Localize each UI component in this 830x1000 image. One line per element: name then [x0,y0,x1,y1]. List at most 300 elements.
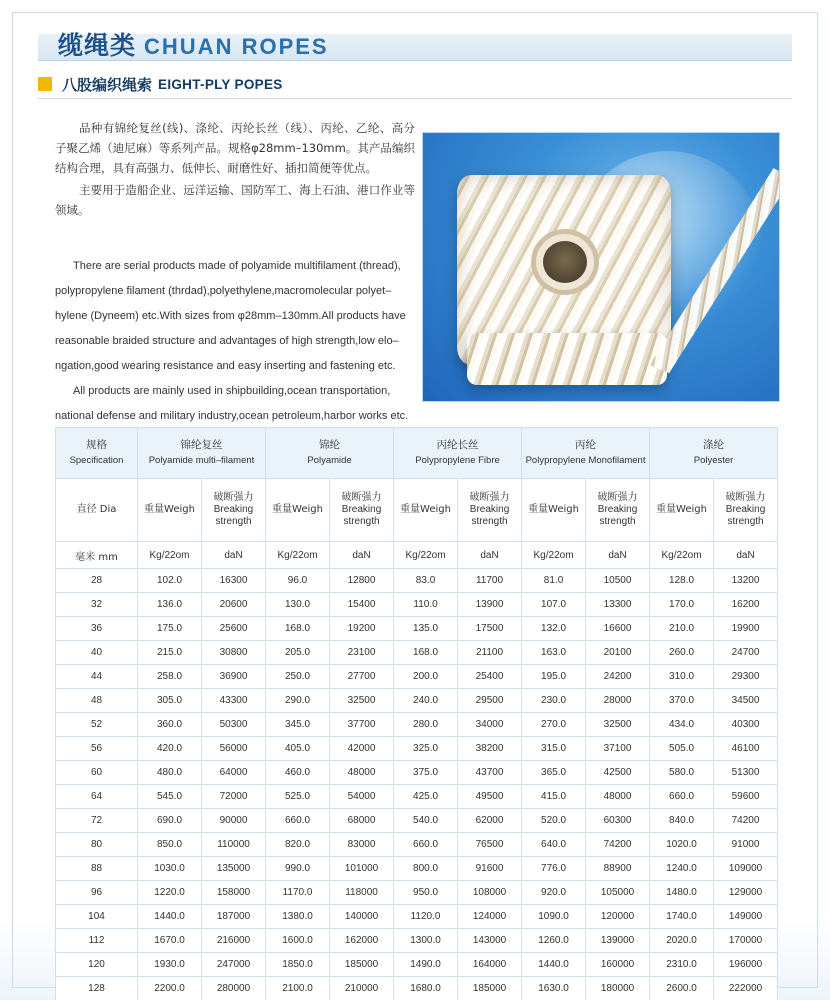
table-cell: 200.0 [394,665,458,689]
table-cell: 72000 [202,785,266,809]
table-cell: 32 [56,593,138,617]
table-cell: 21100 [458,641,522,665]
table-cell: 240.0 [394,689,458,713]
table-cell: 143000 [458,929,522,953]
table-cell: 48000 [586,785,650,809]
description-cn-paragraph: 品种有锦纶复丝(线)、涤纶、丙纶长丝（线）、丙纶、乙纶、高分子聚乙烯（迪尼麻）等系列产品。规格φ28mm–130mm。其产品编织结构合理，具有高强力、低伸长、耐磨性好、插扣简便等优点。 [55,121,415,175]
specification-table [55,427,778,1000]
table-cell: 215.0 [138,641,202,665]
table-cell: 1850.0 [266,953,330,977]
description-en-line: national defense and military industry,ocean petroleum,harbor works etc. [55,410,409,422]
table-cell: 36900 [202,665,266,689]
table-label-line: Breaking [725,504,766,515]
table-cell: 38200 [458,737,522,761]
table-cell: 216000 [202,929,266,953]
table-cell: 120000 [586,905,650,929]
table-row [56,929,778,953]
table-label-line: Breaking [597,504,638,515]
table-unit-cell: Kg/22om [650,542,714,569]
group-header-en: Polyester [693,455,734,466]
table-cell: 185000 [330,953,394,977]
table-unit-row [56,542,778,569]
table-label-line: 直径 Dia [76,504,117,515]
table-cell: 27700 [330,665,394,689]
table-label-line: 重量Weigh [272,504,323,515]
table-cell: 124000 [458,905,522,929]
table-cell: 74200 [714,809,778,833]
table-label-cell [138,479,202,542]
table-cell: 11700 [458,569,522,593]
group-header-en: Specification [69,455,124,466]
table-cell: 168.0 [266,617,330,641]
table-cell: 59600 [714,785,778,809]
description-cn-paragraph: 主要用于造船企业、远洋运输、国防军工、海上石油、港口作业等领域。 [55,183,415,217]
table-label-line: 破断强力 [597,492,638,503]
table-cell: 25400 [458,665,522,689]
page-header [38,26,792,66]
table-cell: 415.0 [522,785,586,809]
table-label-cell [650,479,714,542]
table-cell: 370.0 [650,689,714,713]
table-cell: 64000 [202,761,266,785]
table-label-line: 重量Weigh [528,504,579,515]
coil-center-hole [543,241,587,283]
table-cell: 920.0 [522,881,586,905]
table-cell: 2310.0 [650,953,714,977]
table-cell: 375.0 [394,761,458,785]
group-header-cell [522,428,650,479]
table-cell: 365.0 [522,761,586,785]
table-cell: 1630.0 [522,977,586,1000]
table-label-line: strength [599,516,636,527]
table-label-line: strength [727,516,764,527]
table-row [56,665,778,689]
table-label-line: 重量Weigh [400,504,451,515]
table-cell: 37100 [586,737,650,761]
table-cell: 170000 [714,929,778,953]
table-cell: 1480.0 [650,881,714,905]
table-cell: 135.0 [394,617,458,641]
group-header-cn: 锦纶复丝 [180,439,223,451]
table-cell: 32500 [586,713,650,737]
table-cell: 1030.0 [138,857,202,881]
table-cell: 270.0 [522,713,586,737]
table-cell: 17500 [458,617,522,641]
table-cell: 72 [56,809,138,833]
table-cell: 1680.0 [394,977,458,1000]
table-cell: 105000 [586,881,650,905]
group-header-en: Polyamide multi–filament [148,455,255,466]
table-cell: 52 [56,713,138,737]
table-cell: 325.0 [394,737,458,761]
table-cell: 40300 [714,713,778,737]
table-cell: 360.0 [138,713,202,737]
table-cell: 46100 [714,737,778,761]
group-header-cell [266,428,394,479]
table-label-line: 破断强力 [213,492,254,503]
table-cell: 64 [56,785,138,809]
table-cell: 280.0 [394,713,458,737]
table-cell: 20600 [202,593,266,617]
table-row [56,737,778,761]
table-cell: 1600.0 [266,929,330,953]
table-row [56,977,778,1000]
table-cell: 36 [56,617,138,641]
table-cell: 12800 [330,569,394,593]
table-cell: 1220.0 [138,881,202,905]
group-header-cell [650,428,778,479]
table-cell: 1090.0 [522,905,586,929]
table-cell: 120 [56,953,138,977]
table-cell: 128.0 [650,569,714,593]
table-row [56,953,778,977]
table-cell: 62000 [458,809,522,833]
table-cell: 1300.0 [394,929,458,953]
table-label-cell [458,479,522,542]
table-label-line: strength [343,516,380,527]
table-cell: 175.0 [138,617,202,641]
table-cell: 16300 [202,569,266,593]
table-cell: 50300 [202,713,266,737]
table-row [56,809,778,833]
table-cell: 16600 [586,617,650,641]
table-cell: 24700 [714,641,778,665]
group-header-cn: 规格 [86,439,107,451]
table-cell: 164000 [458,953,522,977]
table-cell: 16200 [714,593,778,617]
table-cell: 83.0 [394,569,458,593]
table-row [56,857,778,881]
group-header-cell [138,428,266,479]
table-cell: 250.0 [266,665,330,689]
table-cell: 1490.0 [394,953,458,977]
table-cell: 54000 [330,785,394,809]
table-row [56,689,778,713]
table-cell: 101000 [330,857,394,881]
table-cell: 345.0 [266,713,330,737]
table-label-line: Breaking [213,504,254,515]
table-cell: 505.0 [650,737,714,761]
table-cell: 158000 [202,881,266,905]
table-cell: 51300 [714,761,778,785]
table-cell: 110.0 [394,593,458,617]
table-unit-cell: daN [458,542,522,569]
table-cell: 23100 [330,641,394,665]
table-cell: 140000 [330,905,394,929]
table-cell: 29500 [458,689,522,713]
table-cell: 112 [56,929,138,953]
header-title-en: CHUAN ROPES [144,34,329,59]
table-row [56,641,778,665]
table-cell: 800.0 [394,857,458,881]
table-cell: 96.0 [266,569,330,593]
group-header-cn: 丙纶 [575,439,597,451]
table-row [56,617,778,641]
table-cell: 180000 [586,977,650,1000]
table-cell: 640.0 [522,833,586,857]
table-cell: 83000 [330,833,394,857]
table-cell: 76500 [458,833,522,857]
table-cell: 690.0 [138,809,202,833]
table-label-cell [202,479,266,542]
table-row [56,593,778,617]
table-cell: 1020.0 [650,833,714,857]
table-cell: 34000 [458,713,522,737]
table-cell: 74200 [586,833,650,857]
table-cell: 170.0 [650,593,714,617]
table-cell: 1120.0 [394,905,458,929]
table-cell: 247000 [202,953,266,977]
table-row [56,761,778,785]
table-cell: 1740.0 [650,905,714,929]
table-cell: 950.0 [394,881,458,905]
table-unit-cell: daN [202,542,266,569]
table-cell: 56 [56,737,138,761]
table-cell: 1240.0 [650,857,714,881]
description-en-line: There are serial products made of polyamide multifilament (thread), [73,260,401,272]
table-cell: 258.0 [138,665,202,689]
group-header-cell [394,428,522,479]
table-cell: 776.0 [522,857,586,881]
table-cell: 280000 [202,977,266,1000]
table-cell: 196000 [714,953,778,977]
table-cell: 88900 [586,857,650,881]
table-cell: 660.0 [394,833,458,857]
table-label-cell [330,479,394,542]
table-cell: 2600.0 [650,977,714,1000]
table-cell: 37700 [330,713,394,737]
description-en-block [55,254,415,429]
table-cell: 139000 [586,929,650,953]
table-cell: 10500 [586,569,650,593]
table-cell: 222000 [714,977,778,1000]
table-cell: 48 [56,689,138,713]
table-cell: 1440.0 [522,953,586,977]
table-cell: 32500 [330,689,394,713]
table-cell: 820.0 [266,833,330,857]
table-cell: 520.0 [522,809,586,833]
table-row [56,881,778,905]
table-row [56,905,778,929]
table-cell: 187000 [202,905,266,929]
table-cell: 29300 [714,665,778,689]
table-cell: 135000 [202,857,266,881]
table-cell: 91600 [458,857,522,881]
description-en-line: hylene (Dyneem) etc.With sizes from φ28mm–130mm.All products have [55,310,406,322]
table-cell: 136.0 [138,593,202,617]
section-subtitle [38,72,792,96]
table-cell: 107.0 [522,593,586,617]
table-cell: 108000 [458,881,522,905]
table-cell: 34500 [714,689,778,713]
description-en-line: All products are mainly used in shipbuilding,ocean transportation, [73,385,391,397]
table-cell: 13900 [458,593,522,617]
table-cell: 130.0 [266,593,330,617]
table-cell: 168.0 [394,641,458,665]
description-block [55,118,415,429]
table-cell: 25600 [202,617,266,641]
table-cell: 81.0 [522,569,586,593]
group-header-en: Polyamide [307,455,352,466]
table-cell: 160000 [586,953,650,977]
table-label-line: 破断强力 [341,492,382,503]
table-cell: 15400 [330,593,394,617]
table-label-line: 破断强力 [469,492,510,503]
table-cell: 660.0 [266,809,330,833]
table-cell: 19200 [330,617,394,641]
table-unit-cell: 毫米 mm [56,542,138,569]
table-cell: 68000 [330,809,394,833]
table-cell: 129000 [714,881,778,905]
description-en-line: reasonable braided structure and advantages of high strength,low elo– [55,335,399,347]
table-cell: 118000 [330,881,394,905]
table-cell: 290.0 [266,689,330,713]
table-label-line: strength [471,516,508,527]
table-cell: 315.0 [522,737,586,761]
table-cell: 13300 [586,593,650,617]
table-cell: 305.0 [138,689,202,713]
table-cell: 540.0 [394,809,458,833]
description-en-line: ngation,good wearing resistance and easy inserting and fastening etc. [55,360,396,372]
table-cell: 1170.0 [266,881,330,905]
header-title [58,26,329,62]
table-cell: 185000 [458,977,522,1000]
table-cell: 102.0 [138,569,202,593]
table-cell: 49500 [458,785,522,809]
table-cell: 104 [56,905,138,929]
table-cell: 80 [56,833,138,857]
table-cell: 19900 [714,617,778,641]
table-body [56,569,778,1000]
table-cell: 1260.0 [522,929,586,953]
table-cell: 110000 [202,833,266,857]
table-cell: 260.0 [650,641,714,665]
table-cell: 88 [56,857,138,881]
table-cell: 460.0 [266,761,330,785]
table-cell: 480.0 [138,761,202,785]
table-cell: 1930.0 [138,953,202,977]
table-label-line: 重量Weigh [656,504,707,515]
table-cell: 545.0 [138,785,202,809]
table-cell: 48000 [330,761,394,785]
table-label-line: 重量Weigh [144,504,195,515]
table-cell: 91000 [714,833,778,857]
table-cell: 42000 [330,737,394,761]
table-cell: 1670.0 [138,929,202,953]
table-cell: 2020.0 [650,929,714,953]
group-header-en: Polypropylene Fibre [415,455,500,466]
table-row [56,785,778,809]
table-cell: 90000 [202,809,266,833]
table-cell: 60 [56,761,138,785]
table-unit-cell: Kg/22om [138,542,202,569]
subtitle-en: EIGHT-PLY POPES [158,76,283,92]
table-label-line: strength [215,516,252,527]
table-cell: 310.0 [650,665,714,689]
table-cell: 230.0 [522,689,586,713]
group-header-cell [56,428,138,479]
group-header-cn: 锦纶 [319,439,341,451]
table-cell: 43700 [458,761,522,785]
rope-coil-base [467,333,667,385]
table-cell: 840.0 [650,809,714,833]
table-unit-cell: Kg/22om [522,542,586,569]
table-cell: 20100 [586,641,650,665]
table-cell: 2200.0 [138,977,202,1000]
subtitle-cn: 八股编织绳索 [62,75,153,94]
table-cell: 1380.0 [266,905,330,929]
table-row [56,713,778,737]
table-unit-cell: daN [330,542,394,569]
subtitle-divider [38,98,792,99]
table-unit-cell: Kg/22om [266,542,330,569]
table-cell: 43300 [202,689,266,713]
table-unit-cell: daN [586,542,650,569]
table-group-header-row [56,428,778,479]
table-cell: 2100.0 [266,977,330,1000]
table-cell: 149000 [714,905,778,929]
table-row [56,833,778,857]
table-cell: 434.0 [650,713,714,737]
table-cell: 60300 [586,809,650,833]
header-title-cn: 缆绳类 [58,31,137,60]
table-cell: 580.0 [650,761,714,785]
table-cell: 132.0 [522,617,586,641]
table-label-line: Breaking [469,504,510,515]
table-unit-cell: Kg/22om [394,542,458,569]
table-label-cell [266,479,330,542]
table-label-row [56,479,778,542]
table-cell: 525.0 [266,785,330,809]
table-label-cell [714,479,778,542]
table-cell: 40 [56,641,138,665]
table-label-cell [522,479,586,542]
table-cell: 205.0 [266,641,330,665]
description-en-line: polypropylene filament (thrdad),polyethylene,macromolecular polyet– [55,285,392,297]
table-label-cell [394,479,458,542]
group-header-cn: 涤纶 [703,439,725,451]
table-cell: 56000 [202,737,266,761]
table-cell: 28 [56,569,138,593]
table-cell: 425.0 [394,785,458,809]
table-unit-cell: daN [714,542,778,569]
table-cell: 96 [56,881,138,905]
table-cell: 420.0 [138,737,202,761]
table-cell: 28000 [586,689,650,713]
table-cell: 163.0 [522,641,586,665]
table-label-line: Breaking [341,504,382,515]
table-cell: 162000 [330,929,394,953]
group-header-cn: 丙纶长丝 [436,439,479,451]
table-row [56,569,778,593]
table-cell: 1440.0 [138,905,202,929]
table-cell: 990.0 [266,857,330,881]
table-label-cell [56,479,138,542]
table-cell: 24200 [586,665,650,689]
table-cell: 42500 [586,761,650,785]
group-header-en: Polypropylene Monofilament [525,455,646,466]
product-photo [422,132,780,402]
table-cell: 850.0 [138,833,202,857]
table-label-cell [586,479,650,542]
table-cell: 210000 [330,977,394,1000]
table-cell: 660.0 [650,785,714,809]
specification-table-wrapper [55,427,775,1000]
table-cell: 30800 [202,641,266,665]
table-label-line: 破断强力 [725,492,766,503]
table-cell: 128 [56,977,138,1000]
table-cell: 405.0 [266,737,330,761]
